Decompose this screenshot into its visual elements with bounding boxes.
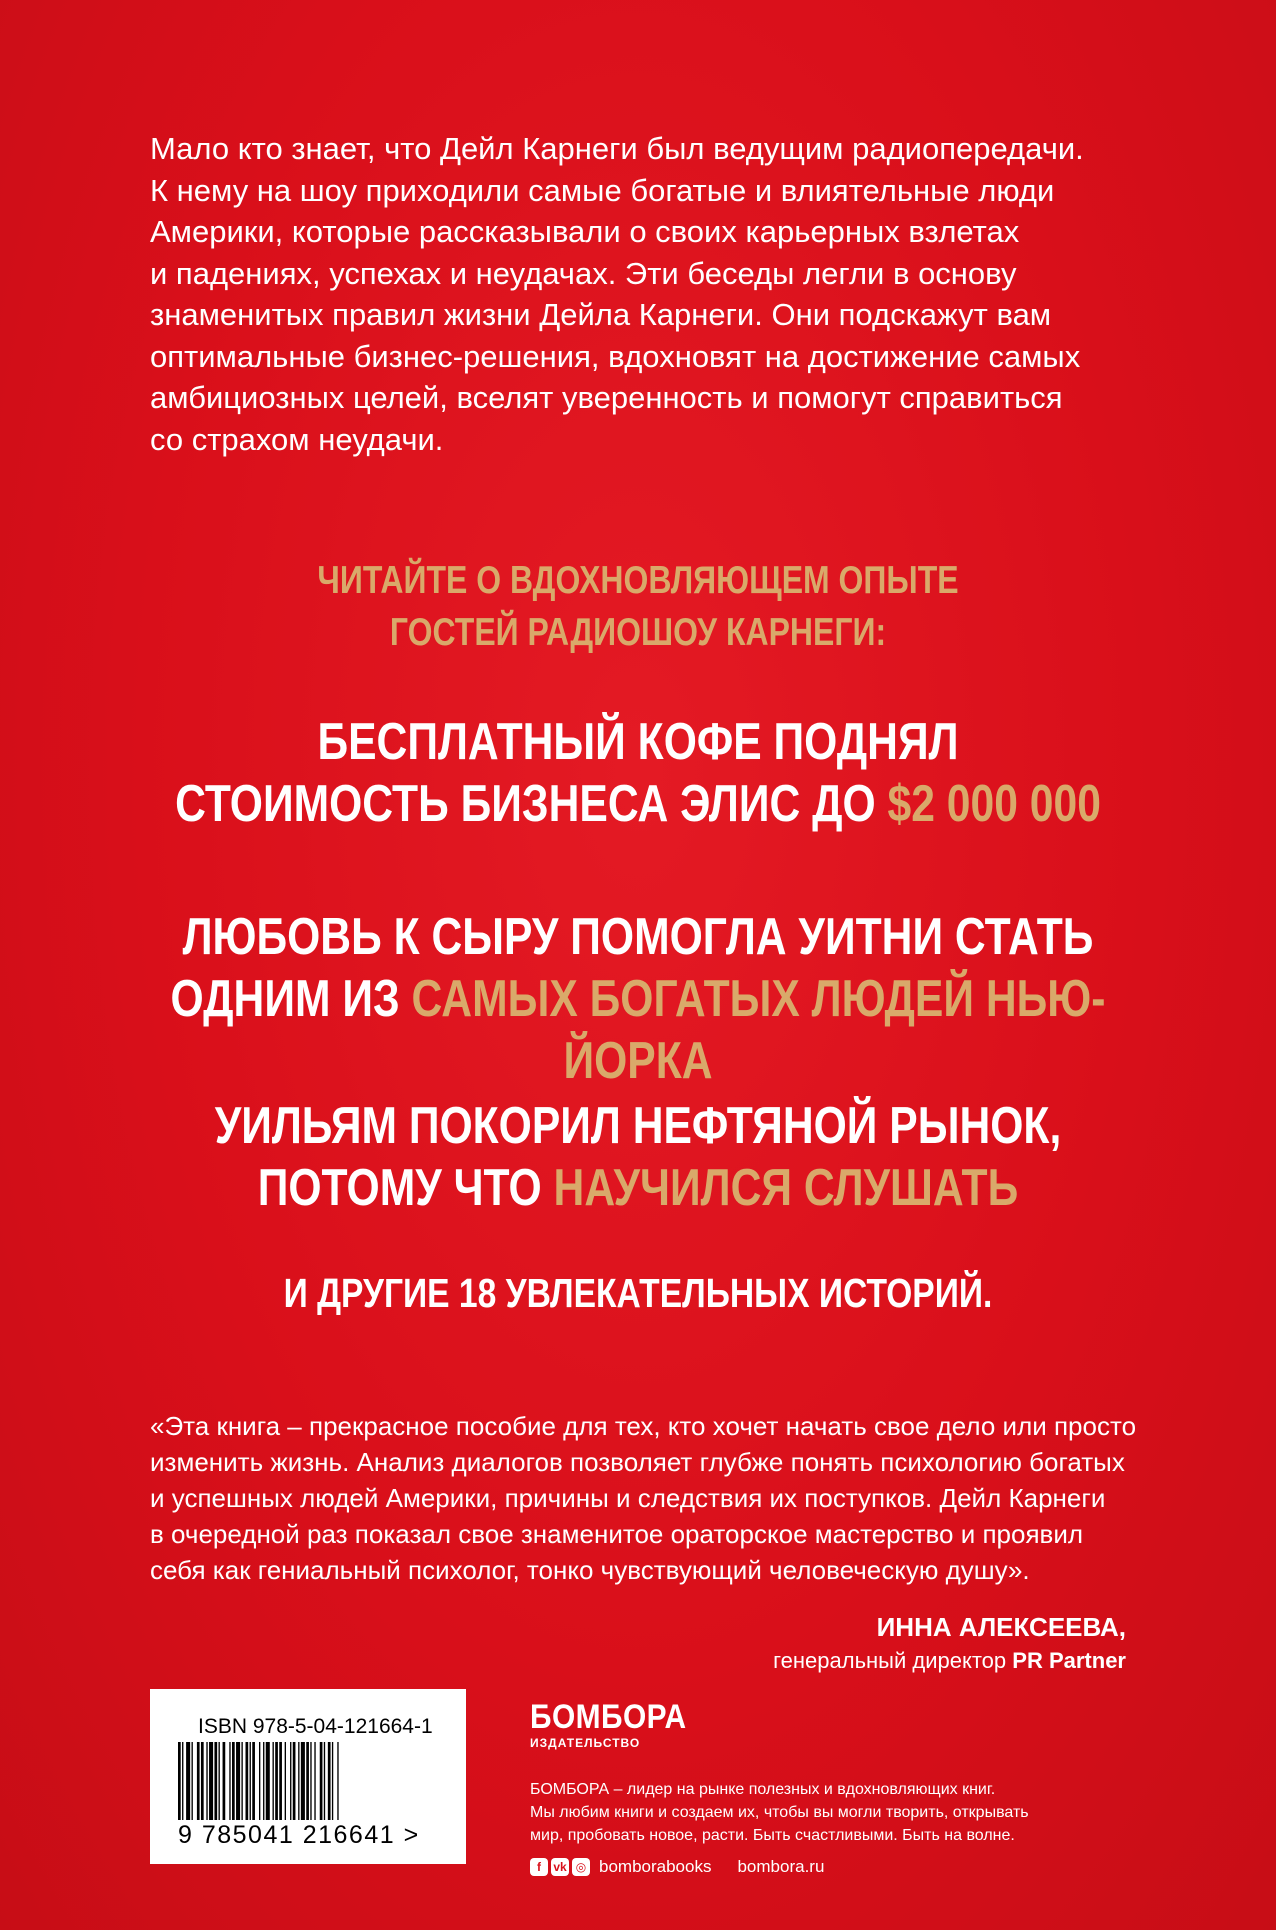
- publisher-socials: [530, 1857, 1070, 1877]
- intro-line: К нему на шоу приходили самые богатые и влиятельные люди: [150, 172, 1055, 208]
- author-name: ИННА АЛЕКСЕЕВА,: [876, 1612, 1126, 1642]
- social-handle[interactable]: bomborabooks: [599, 1857, 712, 1876]
- story-2-white-text: ОДНИМ ИЗ: [170, 970, 412, 1028]
- story-3-white-text: ПОТОМУ ЧТО: [257, 1159, 554, 1217]
- author-company: PR Partner: [1012, 1648, 1126, 1673]
- vk-icon[interactable]: vk: [551, 1858, 569, 1876]
- quote-line: и успешных людей Америки, причины и следствия их поступков. Дейл Карнеги: [150, 1483, 1106, 1513]
- intro-line: Мало кто знает, что Дейл Карнеги был ведущим радиопередачи.: [150, 131, 1084, 166]
- intro-paragraph: [150, 128, 1150, 460]
- story-2-line-1: ЛЮБОВЬ К СЫРУ ПОМОГЛА УИТНИ СТАТЬ: [182, 908, 1094, 966]
- intro-line: знаменитых правил жизни Дейла Карнеги. Они подскажут вам: [150, 297, 1052, 332]
- cta-line-1: ЧИТАЙТЕ О ВДОХНОВЛЯЮЩЕМ ОПЫТЕ: [317, 559, 959, 602]
- intro-line: амбициозных целей, вселят уверенность и помогут справиться: [150, 380, 1063, 415]
- quote-line: изменить жизнь. Анализ диалогов позволяет глубже понять психологию богатых: [150, 1447, 1125, 1477]
- publisher-desc-line: мир, пробовать новое, расти. Быть счастливыми. Быть на волне.: [530, 1827, 1015, 1844]
- quote-line: «Эта книга – прекрасное пособие для тех, кто хочет начать свое дело или просто: [150, 1411, 1137, 1441]
- story-headline-2: [115, 906, 1161, 1092]
- review-quote: [150, 1408, 1150, 1588]
- publisher-subtitle: ИЗДАТЕЛЬСТВО: [530, 1736, 641, 1750]
- cta-line-2: ГОСТЕЙ РАДИОШОУ КАРНЕГИ:: [389, 611, 887, 654]
- call-to-action-heading: [115, 555, 1161, 659]
- author-position: генеральный директор: [773, 1648, 1013, 1673]
- quote-line: в очередной раз показал свое знаменитое ораторское мастерство и проявил: [150, 1519, 1084, 1549]
- instagram-icon[interactable]: ◎: [572, 1858, 590, 1876]
- publisher-block: [530, 1700, 1070, 1877]
- isbn-label: ISBN 978-5-04-121664-1: [198, 1715, 433, 1738]
- website-link[interactable]: bombora.ru: [737, 1857, 825, 1876]
- story-3-highlight: НАУЧИЛСЯ СЛУШАТЬ: [553, 1159, 1019, 1217]
- barcode-digits: 9 785041 216641 >: [178, 1821, 420, 1849]
- intro-line: Америки, которые рассказывали о своих карьерных взлетах: [150, 214, 1020, 249]
- intro-line: и падениях, успехах и неудачах. Эти беседы легли в основу: [150, 255, 1017, 291]
- story-headline-3: [115, 1095, 1161, 1219]
- story-2-highlight: САМЫХ БОГАТЫХ ЛЮДЕЙ НЬЮ-ЙОРКА: [411, 970, 1106, 1090]
- publisher-desc-line: БОМБОРА – лидер на рынке полезных и вдохновляющих книг.: [530, 1781, 996, 1798]
- story-headline-1: [115, 711, 1161, 835]
- story-2-line-2: [115, 968, 1161, 1092]
- author-role: [773, 1644, 1126, 1678]
- isbn-barcode: [150, 1689, 466, 1864]
- story-1-white-text: СТОИМОСТЬ БИЗНЕСА ЭЛИС ДО: [175, 775, 888, 833]
- quote-author: [773, 1610, 1126, 1678]
- publisher-description: [530, 1778, 1070, 1847]
- barcode-bars: [178, 1742, 440, 1822]
- story-3-line-1: УИЛЬЯМ ПОКОРИЛ НЕФТЯНОЙ РЫНОК,: [214, 1097, 1062, 1155]
- story-1-line-1: БЕСПЛАТНЫЙ КОФЕ ПОДНЯЛ: [317, 713, 959, 771]
- publisher-desc-line: Мы любим книги и создаем их, чтобы вы могли творить, открывать: [530, 1804, 1029, 1821]
- intro-line: со страхом неудачи.: [150, 421, 444, 457]
- quote-line: себя как гениальный психолог, тонко чувствующий человеческую душу».: [150, 1555, 1030, 1585]
- story-3-line-2: [115, 1157, 1161, 1219]
- intro-line: оптимальные бизнес-решения, вдохновят на достижение самых: [150, 338, 1081, 374]
- facebook-icon[interactable]: f: [530, 1858, 548, 1876]
- story-1-line-2: [115, 773, 1161, 835]
- publisher-logo: БОМБОРА: [530, 1698, 687, 1736]
- other-stories-note: И ДРУГИЕ 18 УВЛЕКАТЕЛЬНЫХ ИСТОРИЙ.: [283, 1270, 993, 1316]
- story-1-highlight: $2 000 000: [887, 775, 1101, 833]
